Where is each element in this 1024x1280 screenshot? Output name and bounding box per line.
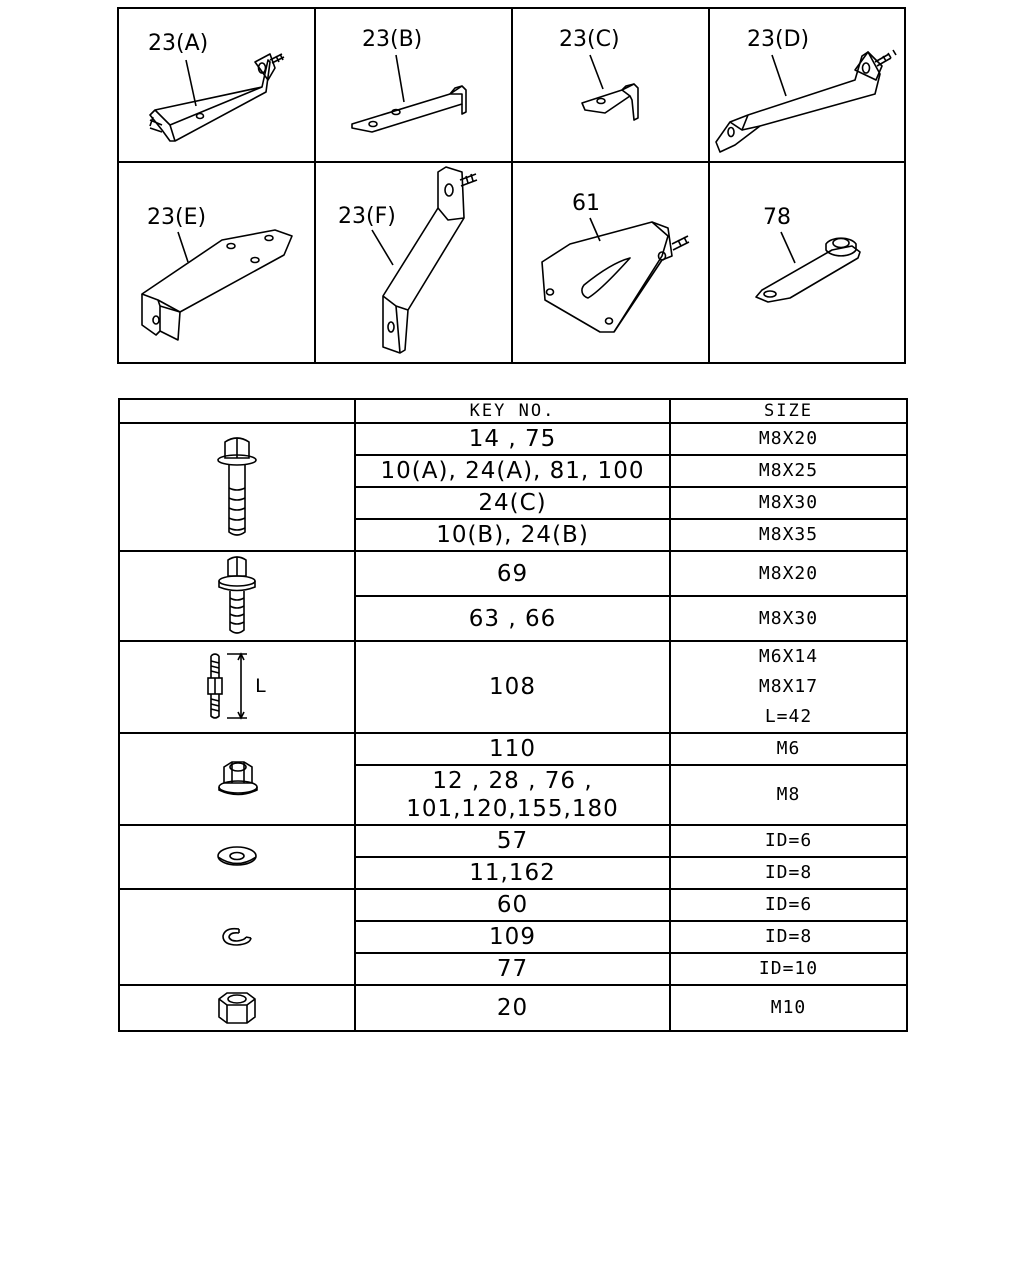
bracket-23a: [148, 31, 284, 141]
key-cell: 60: [355, 889, 670, 921]
key-cell: [355, 765, 670, 825]
key-cell: 108: [355, 641, 670, 733]
key-line: 12 , 28 , 76 ,: [432, 768, 593, 794]
key-cell: 109: [355, 921, 670, 953]
table-row: [119, 985, 907, 1031]
size-cell: ID=6: [670, 889, 907, 921]
size-cell: M8X20: [670, 423, 907, 455]
bracket-78: [756, 205, 860, 302]
size-cell: ID=10: [670, 953, 907, 985]
key-cell: 14 , 75: [355, 423, 670, 455]
size-cell: M8X25: [670, 455, 907, 487]
plain-washer-icon: [119, 825, 355, 889]
stud-bolt-icon: [119, 641, 355, 733]
size-cell: M6: [670, 733, 907, 765]
table-header-row: [119, 399, 907, 423]
key-cell: 63 , 66: [355, 596, 670, 641]
size-line: M8X17: [758, 676, 819, 697]
bracket-61: [542, 191, 689, 332]
bracket-label: 23(B): [362, 27, 423, 52]
bracket-label: 23(D): [747, 27, 810, 52]
table-header-key: KEY NO.: [355, 399, 670, 423]
table-row: [119, 733, 907, 765]
bracket-label: 23(E): [147, 205, 207, 230]
key-cell: 77: [355, 953, 670, 985]
table-row: [119, 423, 907, 455]
bracket-23d: [716, 27, 896, 152]
size-cell: ID=6: [670, 825, 907, 857]
flange-bolt-icon: [119, 423, 355, 551]
key-cell: 10(B), 24(B): [355, 519, 670, 551]
size-cell: M8X20: [670, 551, 907, 596]
stud-dimension-label: L: [255, 675, 267, 697]
size-cell: M8: [670, 765, 907, 825]
table-header-icon: [119, 399, 355, 423]
key-cell: 57: [355, 825, 670, 857]
size-cell: [670, 641, 907, 733]
bracket-23f: [338, 167, 477, 353]
bracket-23c: [559, 27, 638, 120]
size-cell: ID=8: [670, 857, 907, 889]
key-cell: 24(C): [355, 487, 670, 519]
table-row: [119, 551, 907, 596]
key-cell: 20: [355, 985, 670, 1031]
bracket-grid: [0, 0, 1024, 370]
key-cell: 10(A), 24(A), 81, 100: [355, 455, 670, 487]
washer-bolt-icon: [119, 551, 355, 641]
size-cell: M10: [670, 985, 907, 1031]
fastener-table: [118, 398, 908, 1032]
table-row: [119, 889, 907, 921]
table-row: [119, 825, 907, 857]
size-cell: M8X30: [670, 596, 907, 641]
key-cell: 69: [355, 551, 670, 596]
bracket-23e: [142, 205, 292, 340]
clip-icon: [119, 889, 355, 985]
size-line: M6X14: [758, 646, 819, 667]
bracket-label: 23(C): [559, 27, 620, 52]
size-cell: M8X30: [670, 487, 907, 519]
key-cell: 11,162: [355, 857, 670, 889]
flange-nut-icon: [119, 733, 355, 825]
size-cell: ID=8: [670, 921, 907, 953]
bracket-label: 23(A): [148, 31, 209, 56]
bracket-label: 78: [763, 205, 791, 230]
size-cell: M8X35: [670, 519, 907, 551]
hex-nut-icon: [119, 985, 355, 1031]
size-line: L=42: [764, 706, 813, 727]
table-header-size: SIZE: [670, 399, 907, 423]
key-line: 101,120,155,180: [406, 796, 619, 822]
bracket-label: 61: [572, 191, 600, 216]
bracket-label: 23(F): [338, 204, 396, 229]
table-row: [119, 641, 907, 733]
key-cell: 110: [355, 733, 670, 765]
bracket-23b: [352, 27, 466, 132]
